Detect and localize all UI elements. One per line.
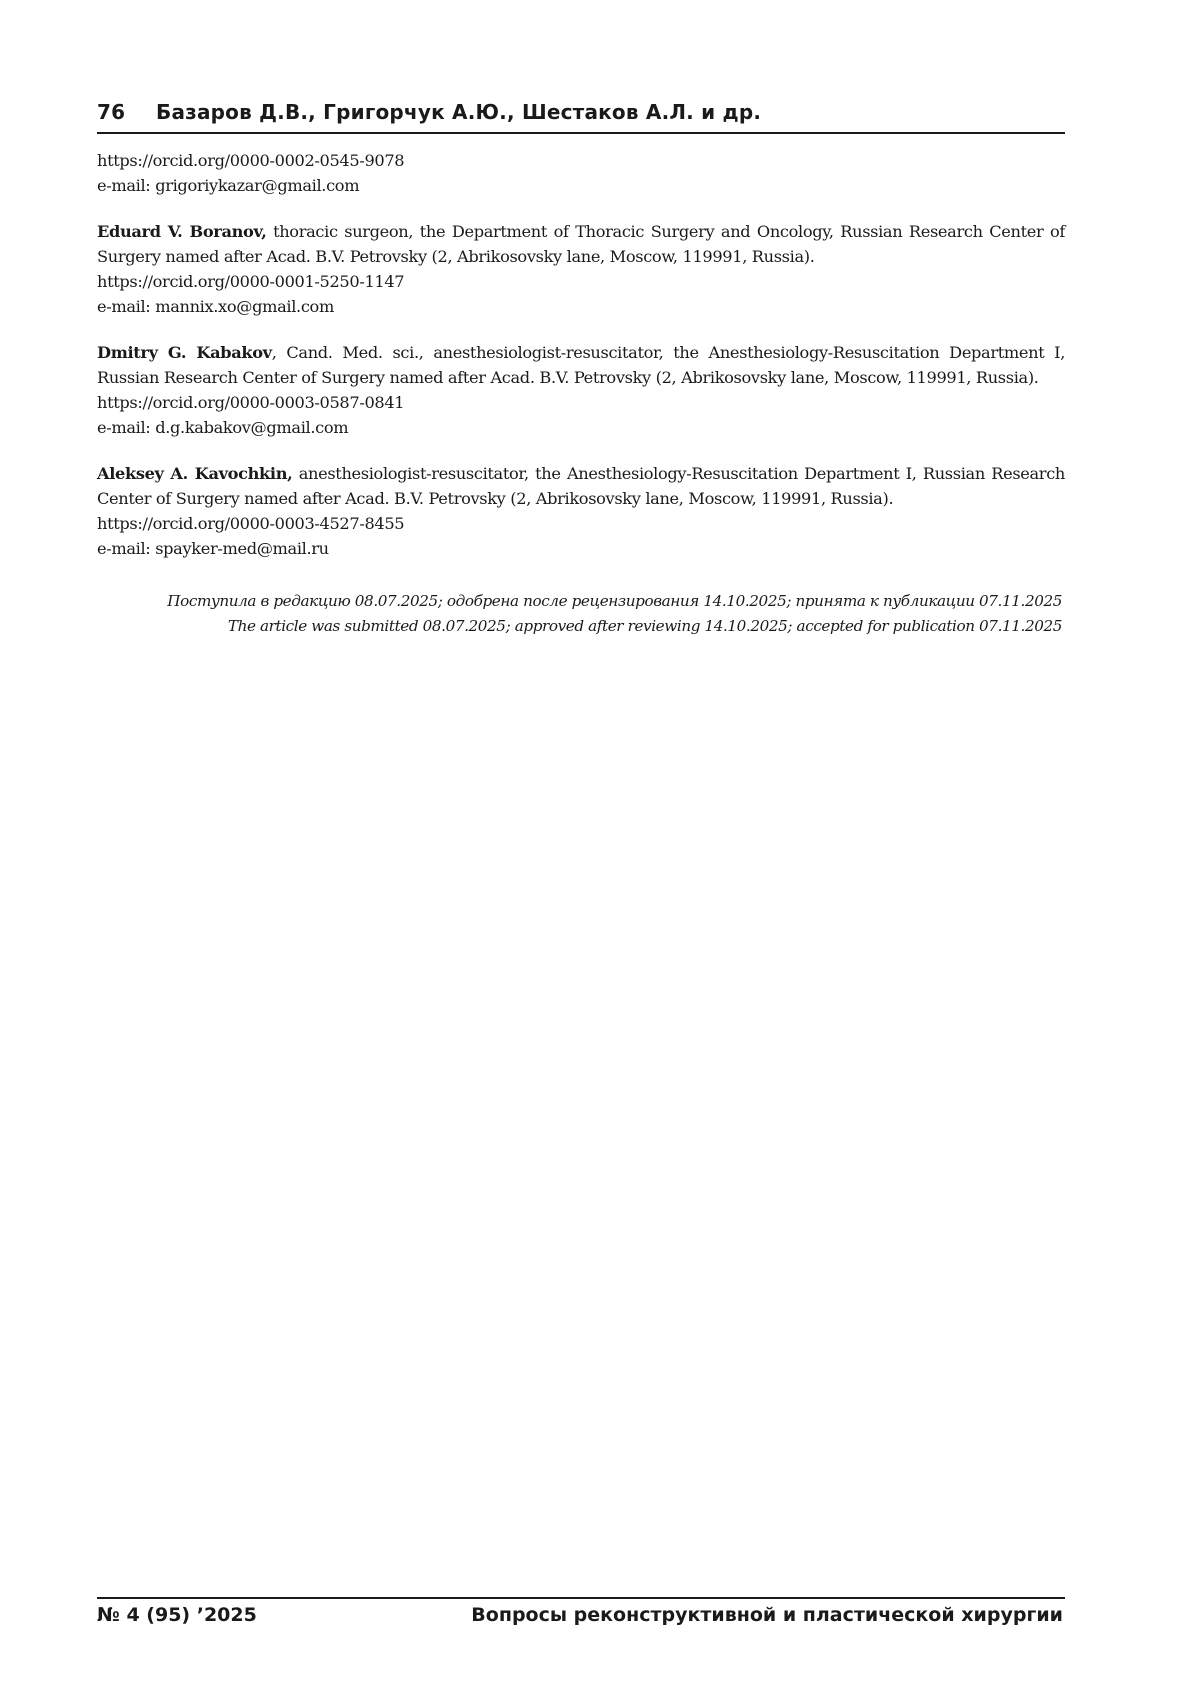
email[interactable]: e-mail: mannix.xo@gmail.com xyxy=(97,297,334,316)
author-affiliation: , Cand. Med. sci., anesthesiologist-resuscitator, the Anesthesiology-Resuscitation Department I, Russian Research Center of Surgery named after Acad. B.V. Petrovsky (2, Abrikosovsky lane, Moscow, 119991, Russia). xyxy=(97,343,1066,387)
author-affiliation: anesthesiologist-resuscitator, the Anesthesiology-Resuscitation Department I, Russian Research Center of Surgery named after Acad. B.V. Petrovsky (2, Abrikosovsky lane, Moscow, 119991, Russia). xyxy=(97,464,1065,508)
email[interactable]: e-mail: grigoriykazar@gmail.com xyxy=(97,176,360,195)
author-description xyxy=(97,340,1065,390)
orcid-link[interactable]: https://orcid.org/0000-0003-4527-8455 xyxy=(97,514,405,533)
author-name: Dmitry G. Kabakov xyxy=(97,343,272,362)
email[interactable]: e-mail: spayker-med@mail.ru xyxy=(97,539,329,558)
orcid-link[interactable]: https://orcid.org/0000-0003-0587-0841 xyxy=(97,393,405,412)
author-name: Aleksey A. Kavochkin, xyxy=(97,464,293,483)
running-footer xyxy=(97,1597,1065,1639)
author-affiliation: thoracic surgeon, the Department of Thoracic Surgery and Oncology, Russian Research Center of Surgery named after Acad. B.V. Petrovsky (2, Abrikosovsky lane, Moscow, 119991, Russia). xyxy=(97,222,1065,266)
article-body xyxy=(97,148,1065,561)
dates-russian: Поступила в редакцию 08.07.2025; одобрена после рецензирования 14.10.2025; принята к публикации 07.11.2025 xyxy=(167,592,1062,610)
previous-author-continuation xyxy=(97,148,1065,198)
author-description xyxy=(97,461,1065,511)
submission-dates xyxy=(167,589,1062,639)
page xyxy=(97,0,1065,1698)
email[interactable]: e-mail: d.g.kabakov@gmail.com xyxy=(97,418,349,437)
author-description xyxy=(97,219,1065,269)
author-block-boranov xyxy=(97,219,1065,319)
orcid-link[interactable]: https://orcid.org/0000-0002-0545-9078 xyxy=(97,151,405,170)
page-number: 76 xyxy=(97,100,126,124)
running-header xyxy=(97,98,1065,134)
author-name: Eduard V. Boranov, xyxy=(97,222,267,241)
journal-title: Вопросы реконструктивной и пластической хирургии xyxy=(471,1604,1063,1626)
orcid-link[interactable]: https://orcid.org/0000-0001-5250-1147 xyxy=(97,272,405,291)
issue-number: № 4 (95) ’2025 xyxy=(97,1604,257,1626)
author-block-kavochkin xyxy=(97,461,1065,561)
dates-english: The article was submitted 08.07.2025; approved after reviewing 14.10.2025; accepted for publication 07.11.2025 xyxy=(227,617,1062,635)
running-head-authors: Базаров Д.В., Григорчук А.Ю., Шестаков А.Л. и др. xyxy=(156,100,762,124)
author-block-kabakov xyxy=(97,340,1065,440)
